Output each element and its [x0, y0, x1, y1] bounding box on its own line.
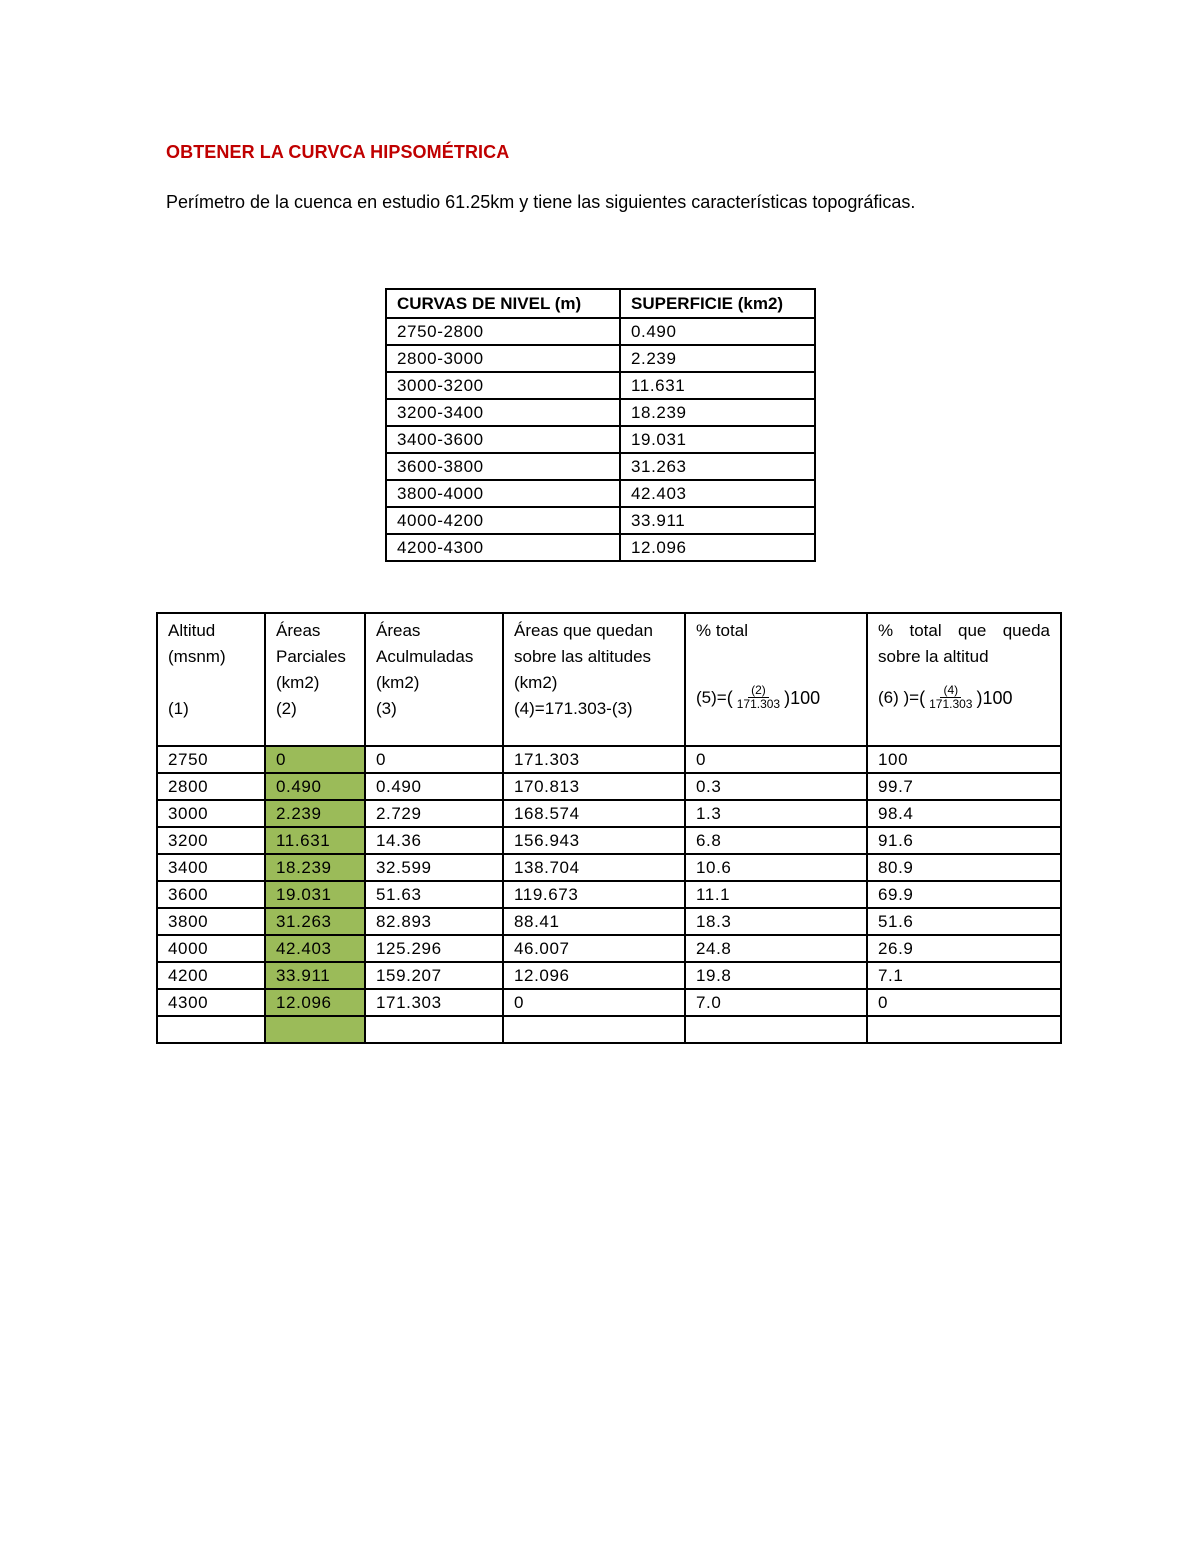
formula-fraction — [734, 684, 783, 711]
cell-curva: 3600-3800 — [386, 453, 620, 480]
cell-percent-total: 6.8 — [685, 827, 867, 854]
table-row — [157, 881, 1061, 908]
cell-percent-sobre: 7.1 — [867, 962, 1061, 989]
table-row — [157, 962, 1061, 989]
cell-altitud: 2750 — [157, 746, 265, 773]
table-row — [386, 399, 815, 426]
cell-percent-total: 11.1 — [685, 881, 867, 908]
cell-curva: 2800-3000 — [386, 345, 620, 372]
formula-close: )100 — [976, 687, 1013, 708]
header-spacer — [168, 670, 254, 696]
cell-percent-sobre: 99.7 — [867, 773, 1061, 800]
cell-percent-total: 1.3 — [685, 800, 867, 827]
cell-superficie: 2.239 — [620, 345, 815, 372]
header-text: sobre la altitud — [878, 647, 989, 666]
formula-denominator: 171.303 — [929, 697, 973, 711]
cell-area-sobre: 88.41 — [503, 908, 685, 935]
table-row — [157, 827, 1061, 854]
table-row — [386, 426, 815, 453]
cell-area-sobre: 0 — [503, 989, 685, 1016]
cell-percent-sobre: 51.6 — [867, 908, 1061, 935]
cell-percent-total: 0 — [685, 746, 867, 773]
formula-denominator: 171.303 — [736, 697, 781, 711]
cell-area-sobre — [503, 1016, 685, 1043]
header-areas-parciales — [265, 613, 365, 746]
formula-close: )100 — [784, 687, 821, 708]
cell-area-sobre: 156.943 — [503, 827, 685, 854]
table-row — [386, 372, 815, 399]
cell-altitud: 3400 — [157, 854, 265, 881]
cell-area-acumulada: 2.729 — [365, 800, 503, 827]
table-header-row — [386, 289, 815, 318]
cell-altitud: 2800 — [157, 773, 265, 800]
cell-percent-sobre: 80.9 — [867, 854, 1061, 881]
formula-6 — [878, 684, 1050, 711]
cell-curva: 4000-4200 — [386, 507, 620, 534]
cell-area-parcial: 12.096 — [265, 989, 365, 1016]
cell-area-acumulada: 171.303 — [365, 989, 503, 1016]
cell-superficie: 33.911 — [620, 507, 815, 534]
header-text: Áreas que quedan — [514, 621, 653, 640]
table-row — [386, 507, 815, 534]
contour-curves-table — [385, 288, 816, 562]
cell-area-sobre: 12.096 — [503, 962, 685, 989]
cell-altitud: 3000 — [157, 800, 265, 827]
cell-superficie: 0.490 — [620, 318, 815, 345]
table-row — [386, 453, 815, 480]
cell-area-parcial: 11.631 — [265, 827, 365, 854]
table-row — [386, 318, 815, 345]
formula-numerator: (4) — [940, 684, 961, 698]
cell-area-acumulada: 125.296 — [365, 935, 503, 962]
cell-area-parcial: 19.031 — [265, 881, 365, 908]
cell-superficie: 18.239 — [620, 399, 815, 426]
header-curvas: CURVAS DE NIVEL (m) — [386, 289, 620, 318]
header-text: sobre las altitudes — [514, 647, 652, 666]
cell-area-acumulada: 0.490 — [365, 773, 503, 800]
header-text: % total — [696, 621, 748, 640]
cell-curva: 3000-3200 — [386, 372, 620, 399]
formula-open-paren: ( — [726, 687, 733, 708]
cell-percent-total: 10.6 — [685, 854, 867, 881]
cell-area-parcial: 0 — [265, 746, 365, 773]
cell-superficie: 12.096 — [620, 534, 815, 561]
cell-altitud: 3800 — [157, 908, 265, 935]
cell-percent-sobre: 0 — [867, 989, 1061, 1016]
header-text: (km2) — [514, 673, 558, 692]
cell-altitud — [157, 1016, 265, 1043]
table-row — [157, 746, 1061, 773]
cell-area-sobre: 171.303 — [503, 746, 685, 773]
cell-area-parcial: 18.239 — [265, 854, 365, 881]
cell-altitud: 3600 — [157, 881, 265, 908]
cell-percent-total: 7.0 — [685, 989, 867, 1016]
cell-altitud: 4000 — [157, 935, 265, 962]
cell-area-acumulada: 51.63 — [365, 881, 503, 908]
formula-fraction — [926, 684, 975, 711]
cell-percent-total — [685, 1016, 867, 1043]
cell-percent-sobre: 100 — [867, 746, 1061, 773]
header-text: (2) — [276, 699, 297, 718]
header-text: Áreas — [376, 621, 421, 640]
header-text: Aculmuladas — [376, 647, 474, 666]
cell-area-acumulada: 32.599 — [365, 854, 503, 881]
header-text: (km2) — [376, 673, 420, 692]
header-text: Altitud — [168, 621, 216, 640]
cell-area-parcial: 31.263 — [265, 908, 365, 935]
cell-area-acumulada: 0 — [365, 746, 503, 773]
cell-area-parcial: 42.403 — [265, 935, 365, 962]
cell-curva: 3200-3400 — [386, 399, 620, 426]
cell-curva: 3800-4000 — [386, 480, 620, 507]
header-text: (3) — [376, 699, 397, 718]
table-header-row — [157, 613, 1061, 746]
header-text: (4)=171.303-(3) — [514, 699, 633, 718]
cell-percent-total: 24.8 — [685, 935, 867, 962]
cell-superficie: 42.403 — [620, 480, 815, 507]
table-row — [386, 534, 815, 561]
cell-area-acumulada: 14.36 — [365, 827, 503, 854]
cell-area-sobre: 170.813 — [503, 773, 685, 800]
cell-altitud: 4200 — [157, 962, 265, 989]
cell-area-parcial: 2.239 — [265, 800, 365, 827]
header-spacer — [696, 644, 856, 670]
hypsometric-table — [156, 612, 1062, 1044]
cell-area-acumulada — [365, 1016, 503, 1043]
header-areas-acumuladas — [365, 613, 503, 746]
header-areas-sobre-altitudes — [503, 613, 685, 746]
cell-area-sobre: 168.574 — [503, 800, 685, 827]
cell-area-parcial: 33.911 — [265, 962, 365, 989]
table-row — [157, 989, 1061, 1016]
cell-superficie: 31.263 — [620, 453, 815, 480]
table-row — [386, 345, 815, 372]
cell-percent-sobre — [867, 1016, 1061, 1043]
header-text: (km2) — [276, 673, 320, 692]
header-percent-total — [685, 613, 867, 746]
cell-percent-total: 0.3 — [685, 773, 867, 800]
table-row — [157, 908, 1061, 935]
cell-curva: 3400-3600 — [386, 426, 620, 453]
header-text: (1) — [168, 699, 189, 718]
table-row — [157, 1016, 1061, 1043]
intro-paragraph: Perímetro de la cuenca en estudio 61.25km y tiene las siguientes características topográficas. — [166, 192, 916, 212]
header-superficie: SUPERFICIE (km2) — [620, 289, 815, 318]
header-percent-sobre-altitud — [867, 613, 1061, 746]
header-altitud — [157, 613, 265, 746]
cell-area-acumulada: 82.893 — [365, 908, 503, 935]
cell-area-parcial: 0.490 — [265, 773, 365, 800]
table-row — [157, 935, 1061, 962]
cell-percent-sobre: 69.9 — [867, 881, 1061, 908]
formula-5 — [696, 684, 856, 711]
cell-altitud: 3200 — [157, 827, 265, 854]
formula-numerator: (2) — [748, 684, 769, 698]
header-text: (msnm) — [168, 647, 226, 666]
table-row — [157, 800, 1061, 827]
cell-area-sobre: 119.673 — [503, 881, 685, 908]
cell-altitud: 4300 — [157, 989, 265, 1016]
formula-prefix: (5)= — [696, 687, 727, 707]
table-row — [157, 773, 1061, 800]
formula-prefix: (6) )= — [878, 687, 920, 707]
cell-percent-sobre: 26.9 — [867, 935, 1061, 962]
header-text: Parciales — [276, 647, 346, 666]
table-row — [157, 854, 1061, 881]
cell-area-parcial — [265, 1016, 365, 1043]
cell-curva: 2750-2800 — [386, 318, 620, 345]
cell-percent-sobre: 98.4 — [867, 800, 1061, 827]
header-text: % total que queda — [878, 621, 1050, 640]
table-row — [386, 480, 815, 507]
cell-superficie: 11.631 — [620, 372, 815, 399]
cell-percent-total: 18.3 — [685, 908, 867, 935]
cell-percent-total: 19.8 — [685, 962, 867, 989]
header-text: Áreas — [276, 621, 321, 640]
cell-superficie: 19.031 — [620, 426, 815, 453]
cell-area-sobre: 138.704 — [503, 854, 685, 881]
page-title: OBTENER LA CURVCA HIPSOMÉTRICA — [166, 142, 510, 162]
cell-curva: 4200-4300 — [386, 534, 620, 561]
cell-area-acumulada: 159.207 — [365, 962, 503, 989]
cell-area-sobre: 46.007 — [503, 935, 685, 962]
formula-open-paren: ( — [919, 687, 926, 708]
cell-percent-sobre: 91.6 — [867, 827, 1061, 854]
